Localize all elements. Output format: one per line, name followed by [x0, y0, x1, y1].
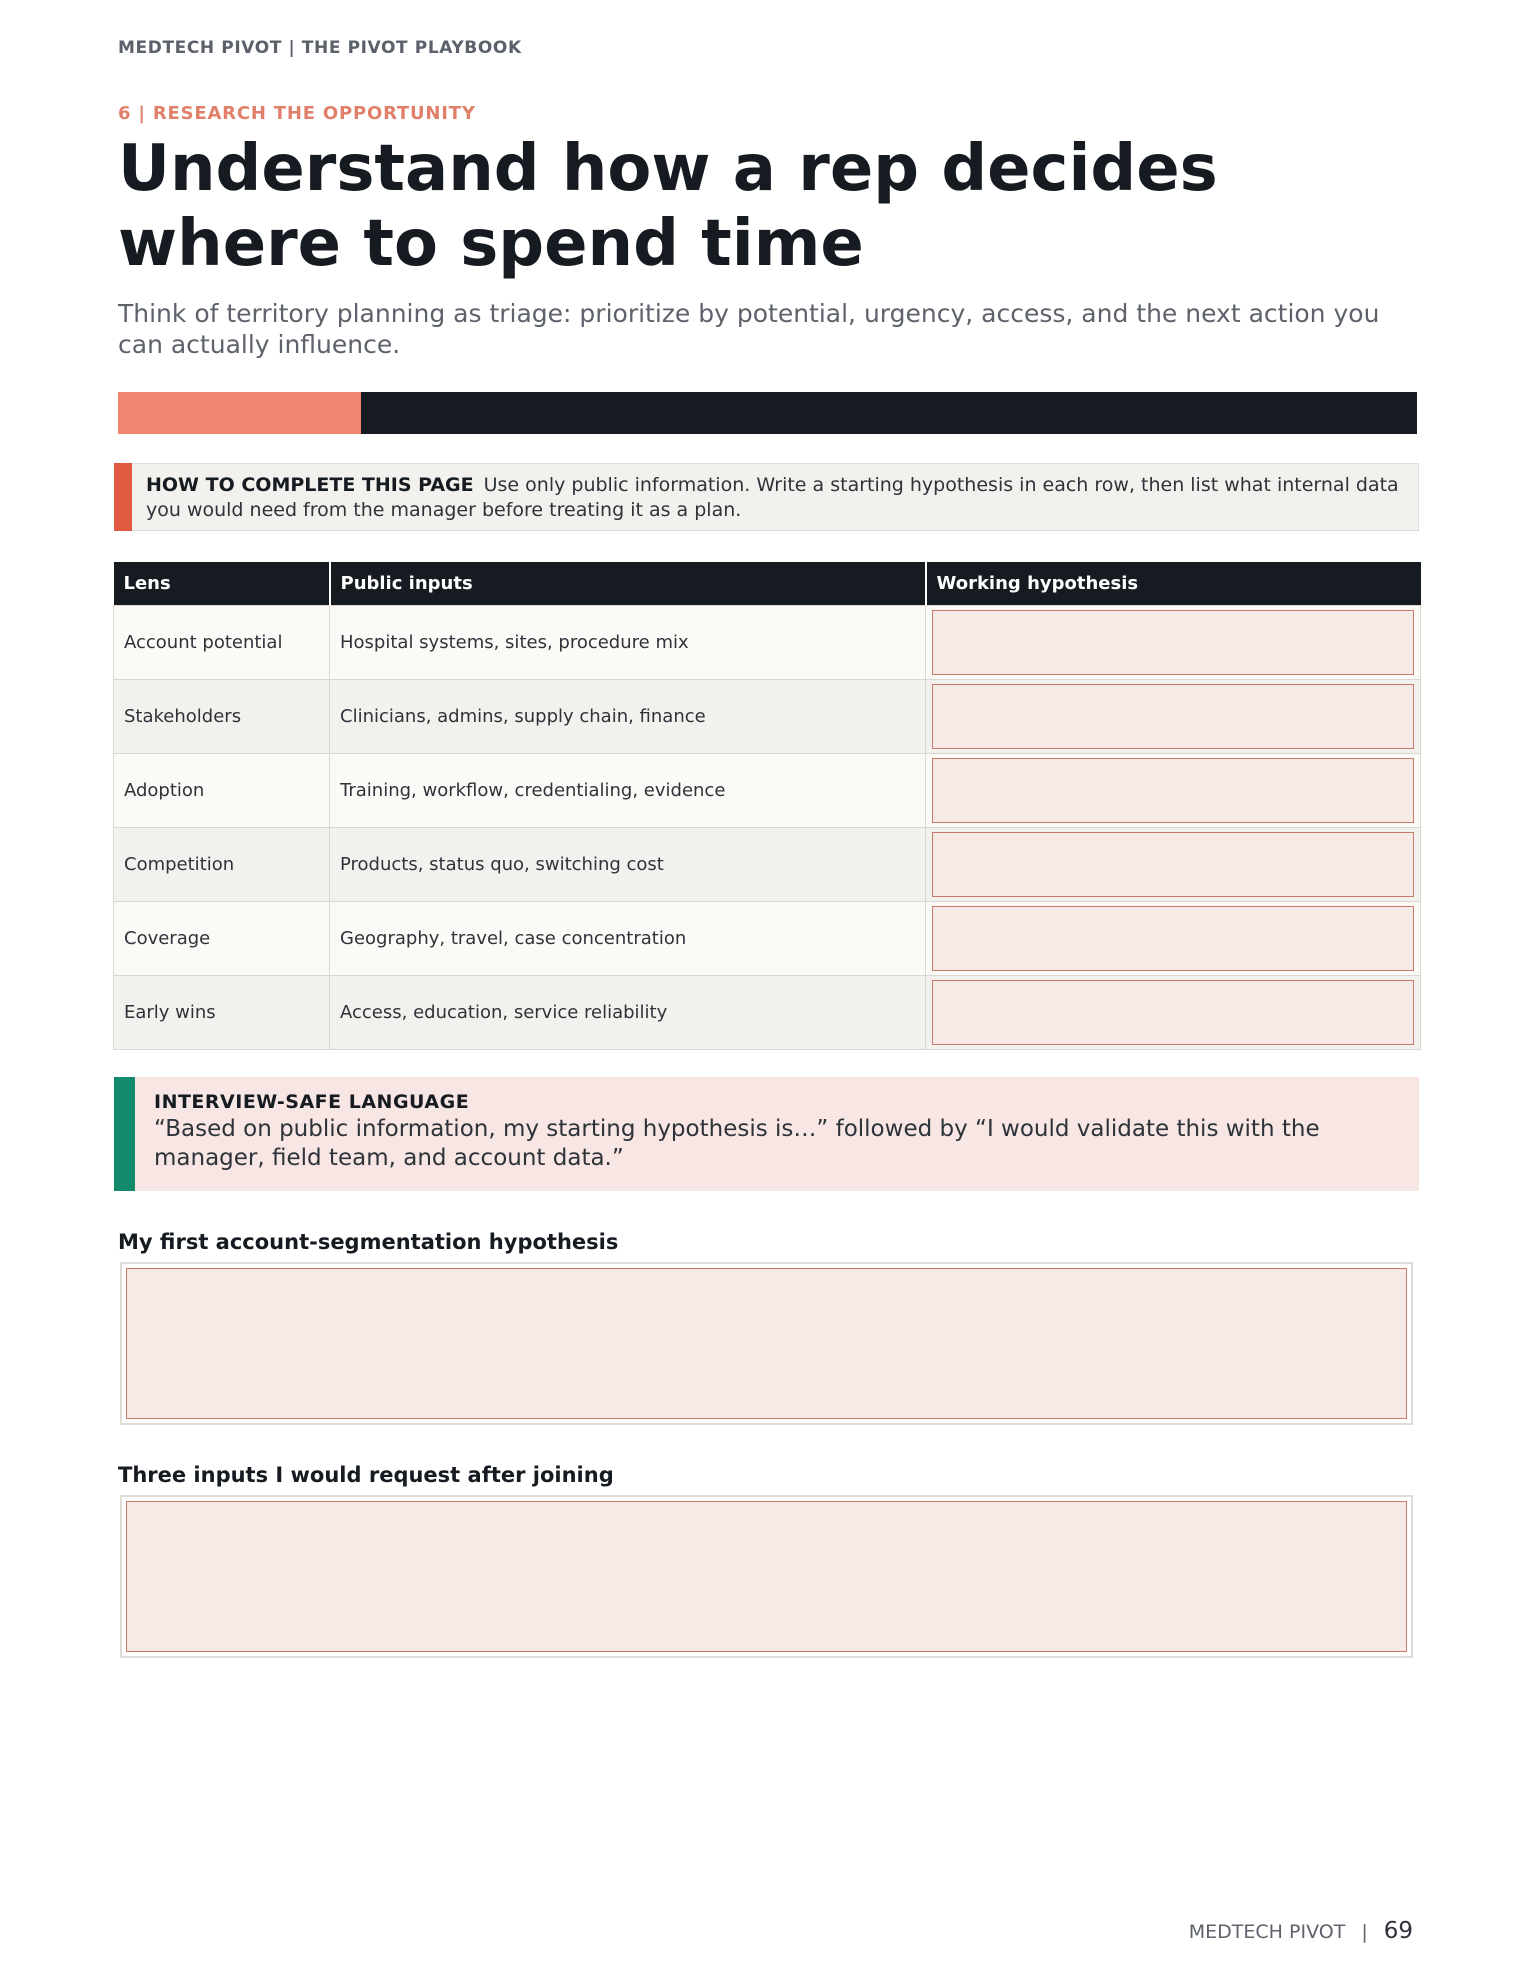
requested-inputs-frame [120, 1495, 1413, 1658]
hypothesis-input-account-potential[interactable] [932, 610, 1414, 675]
accent-bar [118, 392, 1417, 434]
requested-inputs-label: Three inputs I would request after joining [118, 1463, 614, 1487]
column-header-public-inputs: Public inputs [330, 562, 926, 605]
table-row [114, 975, 1421, 1049]
table-row [114, 679, 1421, 753]
public-inputs-cell: Clinicians, admins, supply chain, finance [330, 679, 926, 753]
lens-cell: Competition [114, 827, 330, 901]
callout-body: “Based on public information, my starting hypothesis is…” followed by “I would validate this with the manager, field team, and account data.” [154, 1116, 1320, 1171]
public-inputs-cell: Products, status quo, switching cost [330, 827, 926, 901]
segmentation-hypothesis-frame [120, 1262, 1413, 1425]
public-inputs-cell: Geography, travel, case concentration [330, 901, 926, 975]
segmentation-hypothesis-label: My first account-segmentation hypothesis [118, 1230, 619, 1254]
table-row [114, 901, 1421, 975]
table-header-row [114, 562, 1421, 605]
footer-separator: | [1361, 1921, 1368, 1943]
accent-bar-fill [118, 392, 361, 434]
column-header-lens: Lens [114, 562, 330, 605]
hypothesis-input-stakeholders[interactable] [932, 684, 1414, 749]
hypothesis-input-competition[interactable] [932, 832, 1414, 897]
working-hypothesis-cell [926, 753, 1421, 827]
lens-cell: Early wins [114, 975, 330, 1049]
lens-table [113, 562, 1421, 1050]
column-header-working-hypothesis: Working hypothesis [926, 562, 1421, 605]
hypothesis-input-adoption[interactable] [932, 758, 1414, 823]
callout-title: INTERVIEW-SAFE LANGUAGE [154, 1091, 470, 1113]
lens-cell: Coverage [114, 901, 330, 975]
table-row [114, 605, 1421, 679]
working-hypothesis-cell [926, 975, 1421, 1049]
table-row [114, 753, 1421, 827]
section-eyebrow: 6 | RESEARCH THE OPPORTUNITY [118, 103, 476, 124]
page-number: 69 [1383, 1918, 1413, 1944]
working-hypothesis-cell [926, 679, 1421, 753]
requested-inputs-input[interactable] [126, 1501, 1407, 1652]
running-header: MEDTECH PIVOT | THE PIVOT PLAYBOOK [118, 38, 522, 58]
instructions-body: Use only public information. Write a starting hypothesis in each row, then list what internal data you would need from the manager before treating it as a plan. [146, 474, 1399, 521]
working-hypothesis-cell [926, 605, 1421, 679]
page-title: Understand how a rep decides where to spend time [118, 132, 1218, 281]
page-subtitle: Think of territory planning as triage: prioritize by potential, urgency, access, and the next action you can actually influence. [118, 299, 1380, 359]
public-inputs-cell: Hospital systems, sites, procedure mix [330, 605, 926, 679]
public-inputs-cell: Access, education, service reliability [330, 975, 926, 1049]
lens-cell: Account potential [114, 605, 330, 679]
instructions-lead: HOW TO COMPLETE THIS PAGE [146, 474, 474, 496]
table-row [114, 827, 1421, 901]
working-hypothesis-cell [926, 827, 1421, 901]
page-footer [1189, 1918, 1413, 1944]
footer-brand: MEDTECH PIVOT [1188, 1921, 1346, 1943]
lens-cell: Adoption [114, 753, 330, 827]
hypothesis-input-early-wins[interactable] [932, 980, 1414, 1045]
hypothesis-input-coverage[interactable] [932, 906, 1414, 971]
lens-cell: Stakeholders [114, 679, 330, 753]
public-inputs-cell: Training, workflow, credentialing, evidence [330, 753, 926, 827]
instructions-box [114, 463, 1419, 531]
segmentation-hypothesis-input[interactable] [126, 1268, 1407, 1419]
working-hypothesis-cell [926, 901, 1421, 975]
interview-language-callout [114, 1077, 1419, 1191]
